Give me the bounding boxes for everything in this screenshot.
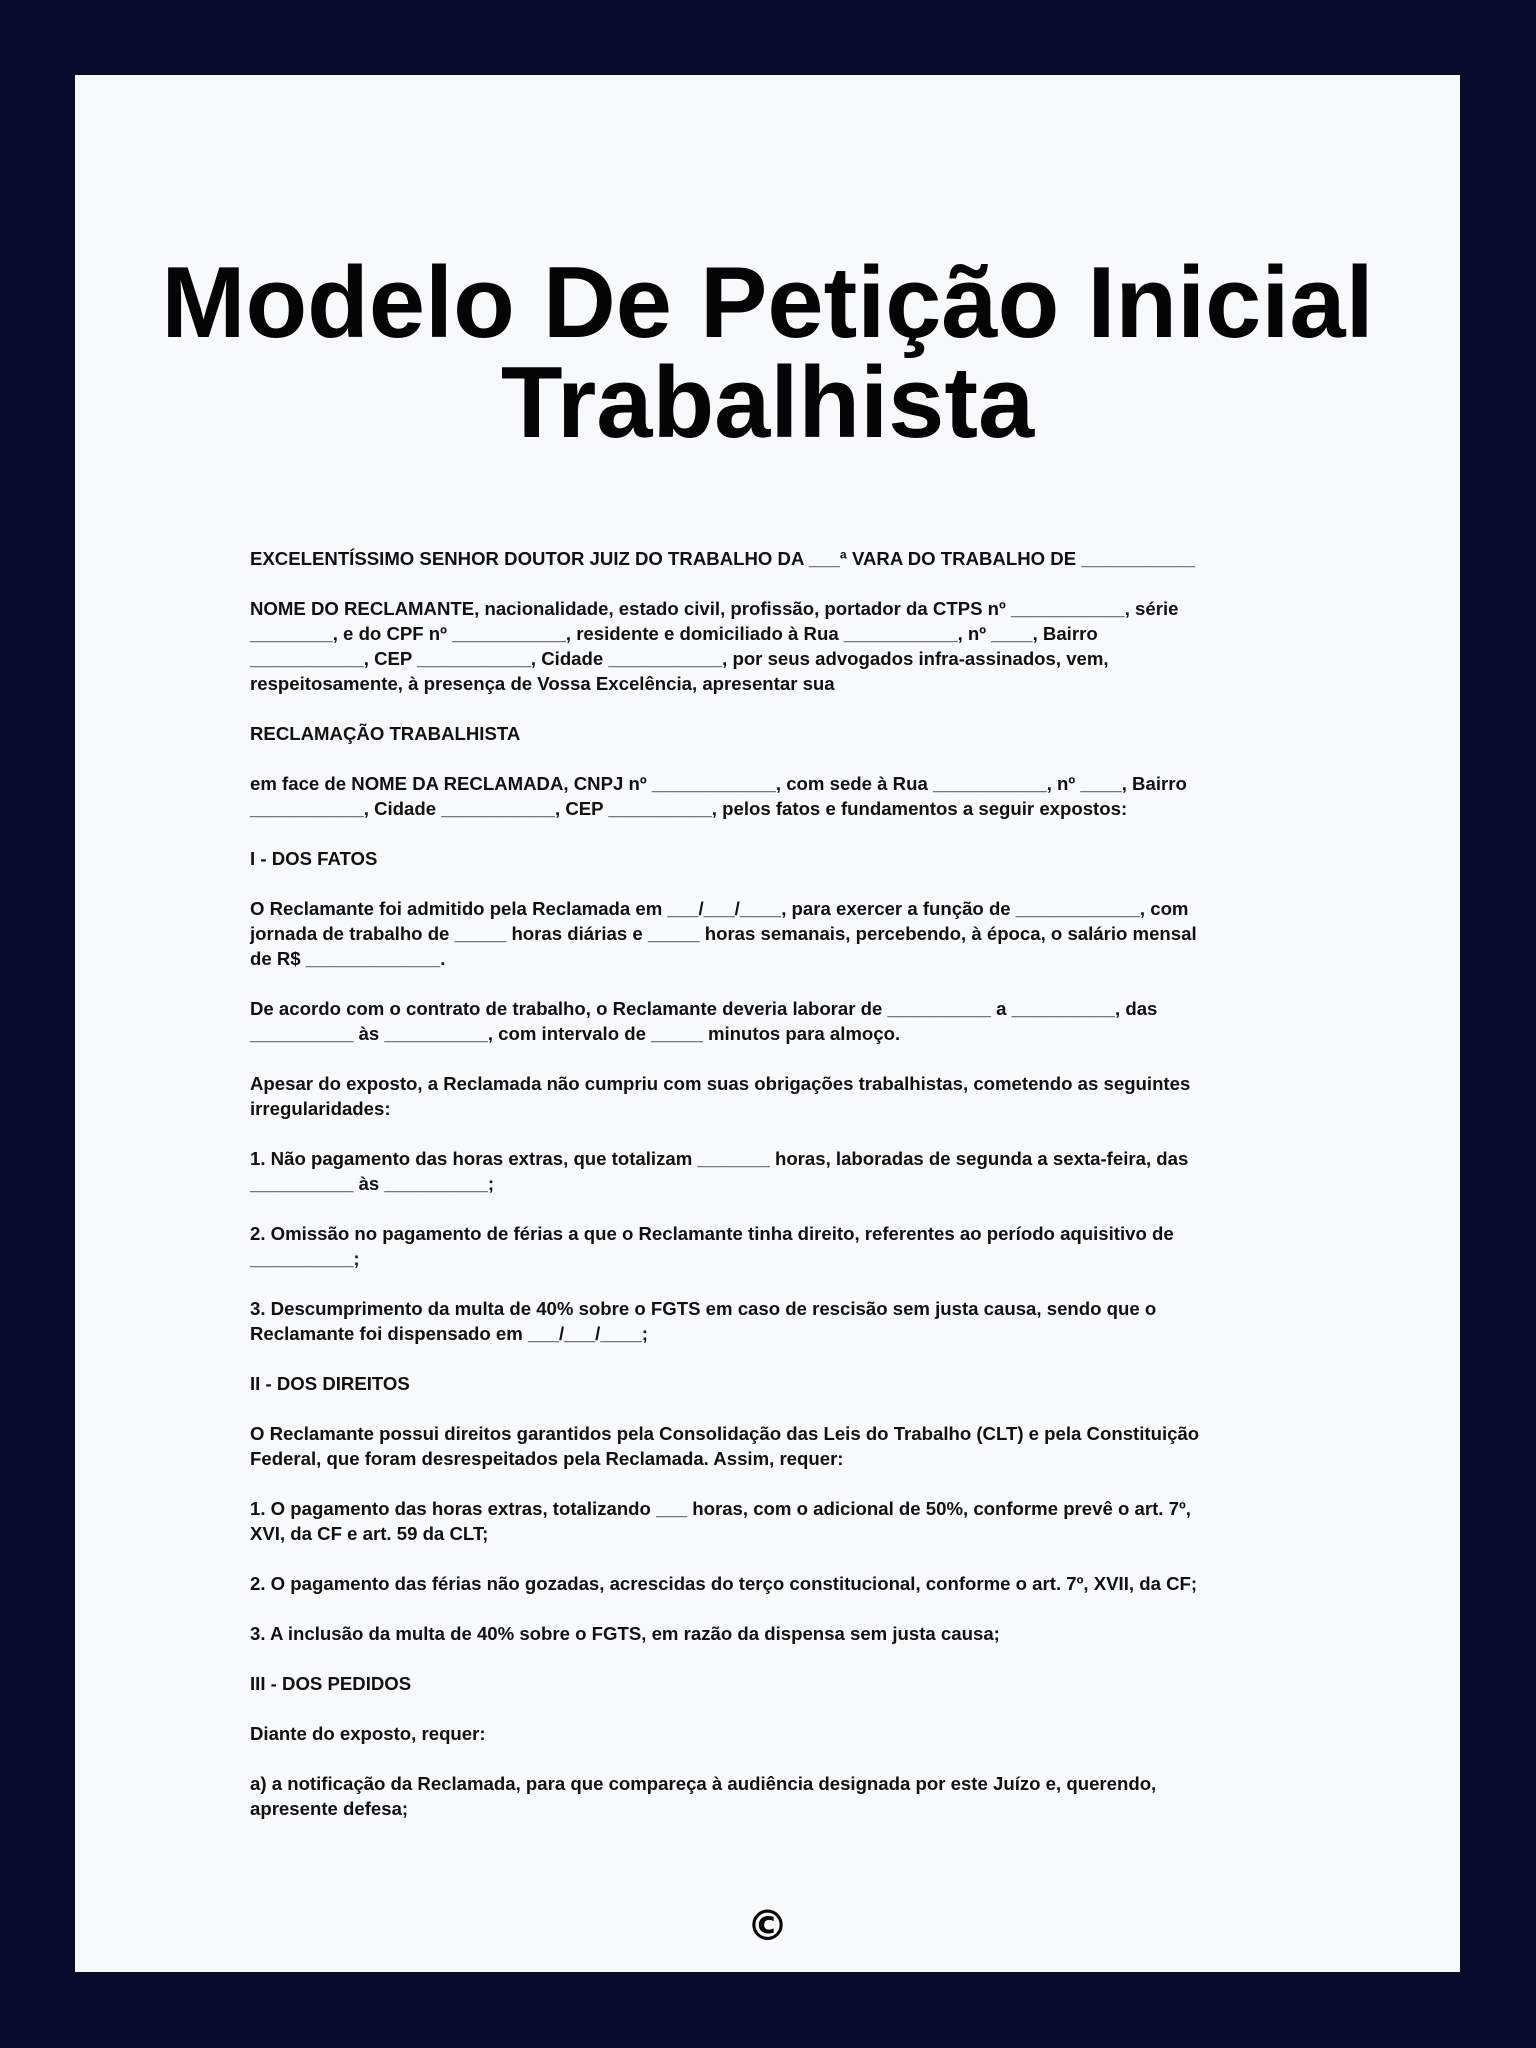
document-body <box>250 546 1290 1846</box>
page-title-line-2: Trabalhista <box>500 347 1035 459</box>
defendant-qualification: em face de NOME DA RECLAMADA, CNPJ nº ____________, com sede à Rua ___________, nº ____, Bairro ___________, Cidade ___________, CEP __________, pelos fatos e fundamentos a seguir expostos: <box>250 773 1187 819</box>
document-page <box>75 75 1460 1972</box>
facts-item-3: 3. Descumprimento da multa de 40% sobre o FGTS em caso de rescisão sem justa causa, sendo que o Reclamante foi dispensado em ___/___/____; <box>250 1298 1157 1344</box>
section-heading-requests: III - DOS PEDIDOS <box>250 1673 412 1694</box>
facts-paragraph-contract: De acordo com o contrato de trabalho, o Reclamante deveria laborar de __________ a __________, das __________ às __________, com intervalo de _____ minutos para almoço. <box>250 998 1158 1044</box>
facts-item-1: 1. Não pagamento das horas extras, que totalizam _______ horas, laboradas de segunda a sexta-feira, das __________ às __________; <box>250 1148 1189 1194</box>
court-address: EXCELENTÍSSIMO SENHOR DOUTOR JUIZ DO TRABALHO DA ___ª VARA DO TRABALHO DE ___________ <box>250 548 1196 569</box>
claim-heading: RECLAMAÇÃO TRABALHISTA <box>250 723 521 744</box>
facts-item-2: 2. Omissão no pagamento de férias a que o Reclamante tinha direito, referentes ao período aquisitivo de __________; <box>250 1223 1174 1269</box>
page-title-line-1: Modelo De Petição Inicial <box>161 247 1374 359</box>
rights-paragraph: O Reclamante possui direitos garantidos pela Consolidação das Leis do Trabalho (CLT) e pela Constituição Federal, que foram desrespeitados pela Reclamada. Assim, requer: <box>250 1423 1200 1469</box>
rights-item-3: 3. A inclusão da multa de 40% sobre o FGTS, em razão da dispensa sem justa causa; <box>250 1623 1000 1644</box>
rights-item-2: 2. O pagamento das férias não gozadas, acrescidas do terço constitucional, conforme o art. 7º, XVII, da CF; <box>250 1573 1198 1594</box>
facts-paragraph-admission: O Reclamante foi admitido pela Reclamada em ___/___/____, para exercer a função de ____________, com jornada de trabalho de _____ horas diárias e _____ horas semanais, percebendo, à época, o salário mensal de R$ _____________. <box>250 898 1197 969</box>
section-heading-rights: II - DOS DIREITOS <box>250 1373 410 1394</box>
copyright-icon: © <box>746 1901 789 1950</box>
section-heading-facts: I - DOS FATOS <box>250 848 378 869</box>
requests-intro: Diante do exposto, requer: <box>250 1723 486 1744</box>
requests-item-a: a) a notificação da Reclamada, para que compareça à audiência designada por este Juízo e, querendo, apresente defesa; <box>250 1773 1157 1819</box>
facts-paragraph-irregularities: Apesar do exposto, a Reclamada não cumpriu com suas obrigações trabalhistas, cometendo as seguintes irregularidades: <box>250 1073 1191 1119</box>
claimant-qualification: NOME DO RECLAMANTE, nacionalidade, estado civil, profissão, portador da CTPS nº ___________, série ________, e do CPF nº ___________, residente e domiciliado à Rua ___________, nº ____, Bairro ___________, CEP ___________, Cidade ___________, por seus advogados infra-assinados, vem, respeitosamente, à presença de Vossa Excelência, apresentar sua <box>250 598 1179 694</box>
rights-item-1: 1. O pagamento das horas extras, totalizando ___ horas, com o adicional de 50%, conforme prevê o art. 7º, XVI, da CF e art. 59 da CLT; <box>250 1498 1191 1544</box>
page-title <box>75 247 1460 459</box>
